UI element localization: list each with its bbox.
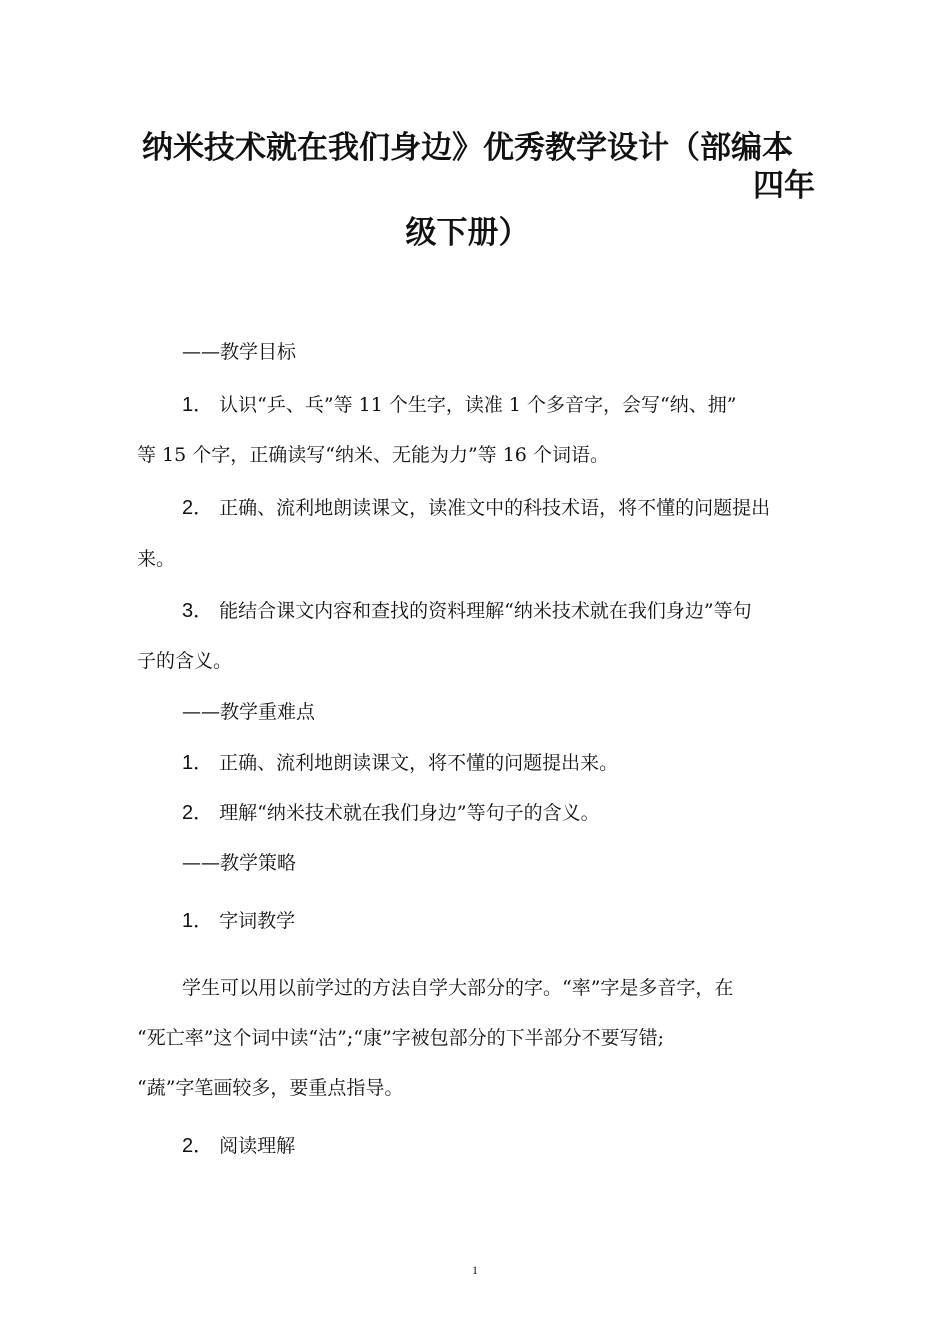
- strategy-item-1-text: 字词教学: [219, 910, 296, 932]
- difficulties-heading: ——教学重难点: [182, 701, 316, 723]
- document-title-line-1: 纳米技术就在我们身边》优秀教学设计（部编本: [142, 130, 793, 166]
- strategy-paragraph-line-2: “死亡率”这个词中读“沽”;“康”字被包部分的下半部分不要写错;: [137, 1027, 665, 1049]
- difficulties-item-2-number: 2．: [182, 802, 214, 824]
- goals-item-3: [182, 599, 862, 623]
- goals-item-1-number: 1．: [182, 394, 214, 416]
- goals-item-3-text-a: 能结合课文内容和查找的资料理解“纳米技术就在我们身边”等句: [219, 600, 752, 622]
- goals-item-2-continuation: 来。: [137, 548, 176, 570]
- strategy-heading: ——教学策略: [182, 852, 297, 874]
- strategy-item-2: [182, 1134, 862, 1158]
- difficulties-item-1-number: 1．: [182, 752, 214, 774]
- strategy-item-2-number: 2．: [182, 1135, 214, 1157]
- goals-item-1: [182, 393, 862, 417]
- strategy-paragraph-line-3: “蔬”字笔画较多，要重点指导。: [137, 1077, 404, 1099]
- goals-item-1-continuation: 等 15 个字，正确读写“纳米、无能为力”等 16 个词语。: [137, 444, 609, 466]
- goals-item-3-continuation: 子的含义。: [137, 650, 233, 672]
- goals-item-2: [182, 496, 862, 520]
- strategy-item-2-text: 阅读理解: [219, 1135, 296, 1157]
- difficulties-item-2-text: 理解“纳米技术就在我们身边”等句子的含义。: [219, 802, 600, 824]
- difficulties-item-2: [182, 801, 862, 825]
- strategy-item-1-number: 1．: [182, 910, 214, 932]
- goals-item-3-number: 3．: [182, 600, 214, 622]
- document-title-line-3: 级下册）: [405, 215, 530, 251]
- difficulties-item-1: [182, 751, 862, 775]
- strategy-item-1: [182, 909, 862, 933]
- goals-item-2-number: 2．: [182, 497, 214, 519]
- page-number: 1: [472, 1263, 478, 1277]
- goals-item-2-text-a: 正确、流利地朗读课文，读准文中的科技术语，将不懂的问题提出: [219, 497, 771, 519]
- difficulties-item-1-text: 正确、流利地朗读课文，将不懂的问题提出来。: [219, 752, 619, 774]
- goals-heading: ——教学目标: [182, 341, 297, 363]
- strategy-paragraph-line-1: 学生可以用以前学过的方法自学大部分的字。“率”字是多音字，在: [182, 977, 734, 999]
- goals-item-1-text-a: 认识“乒、乓”等 11 个生字，读准 1 个多音字，会写“纳、拥”: [219, 394, 737, 416]
- document-title-line-2: 四年: [753, 168, 815, 204]
